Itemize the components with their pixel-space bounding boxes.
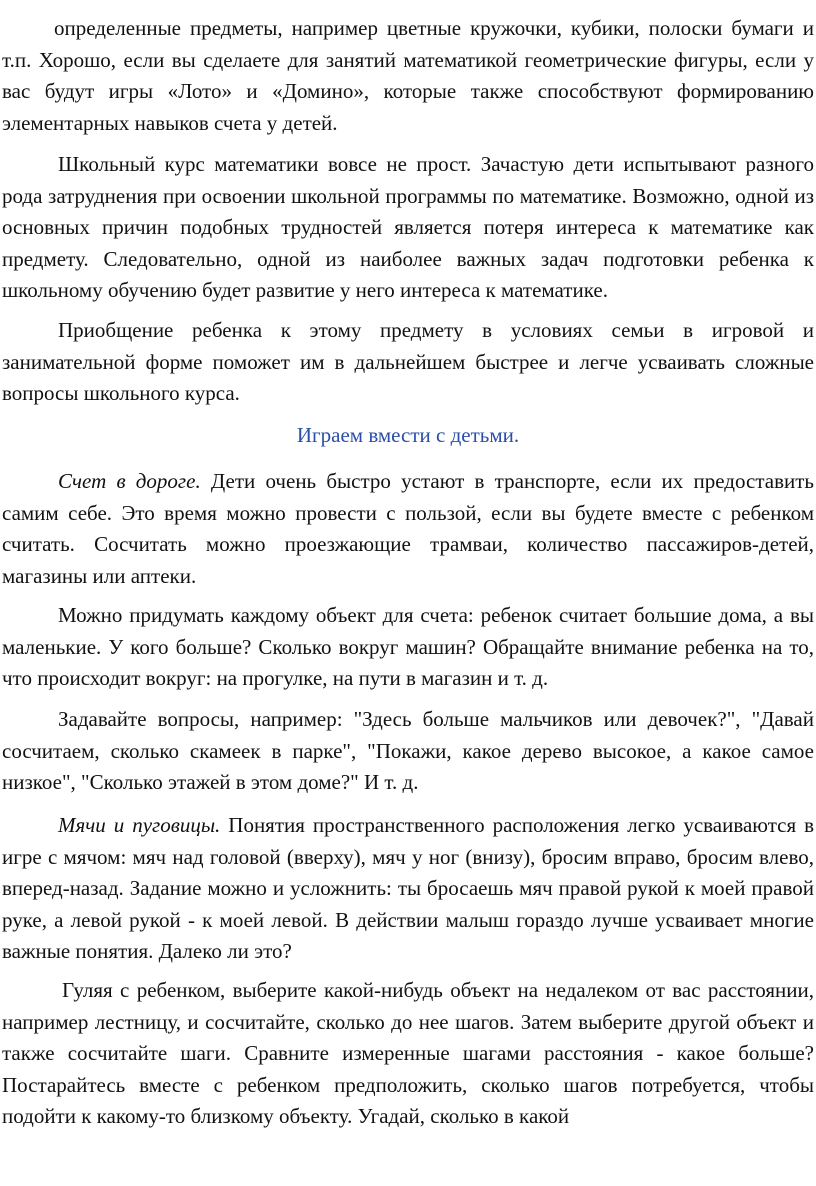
balls-and-buttons-text: Понятия пространственного расположения легко усваиваются в игре с мячом: мяч над головой (вверху), мяч у ног (внизу), бросим вправо, бросим влево, вперед-назад. Задание можно и усложнить: ты бросаешь мяч правой рукой к моей правой руке, а левой рукой - к моей левой. В действии малыш гораздо лучше усваивает многие важные понятия. Далеко ли это? — [2, 813, 814, 963]
paragraph-ask-questions: Задавайте вопросы, например: "Здесь больше мальчиков или девочек?", "Давай сосчитаем, сколько скамеек в парке", "Покажи, какое дерево высокое, а какое самое низкое", "Сколько этажей в этом доме?" И т. д. — [2, 707, 814, 794]
paragraph-family-introduction: Приобщение ребенка к этому предмету в условиях семьи в игровой и занимательной форме поможет им в дальнейшем быстрее и легче усваивать сложные вопросы школьного курса. — [2, 318, 814, 405]
paragraph-objects-to-count: Можно придумать каждому объект для счета: ребенок считает большие дома, а вы маленькие. У кого больше? Сколько вокруг машин? Обращайте внимание ребенка на то, что происходит вокруг: на прогулке, на пути в магазин и т. д. — [2, 603, 814, 690]
paragraph-objects-for-counting: определенные предметы, например цветные кружочки, кубики, полоски бумаги и т.п. Хорошо, если вы сделаете для занятий математикой геометрические фигуры, если у вас будут игры «Лото» и «Домино», которые также способствуют формированию элементарных навыков счета у детей. — [2, 16, 814, 135]
balls-and-buttons-lead: Мячи и пуговицы. — [58, 813, 221, 837]
paragraph-school-math-course: Школьный курс математики вовсе не прост. Зачастую дети испытывают разного рода затруднения при освоении школьной программы по математике. Возможно, одной из основных причин подобных трудностей является потеря интереса к математике как предмету. Следовательно, одной из наиболее важных задач подготовки ребенка к школьному обучению будет развитие у него интереса к математике. — [2, 152, 814, 302]
paragraph-counting-on-the-road — [0, 466, 816, 592]
paragraph-walking-with-child: Гуляя с ребенком, выберите какой-нибудь объект на недалеком от вас расстоянии, например лестницу, и сосчитайте, сколько до нее шагов. Затем выберите другой объект и также сосчитайте шаги. Сравните измеренные шагами расстояния - какое больше? Постарайтесь вместе с ребенком предположить, сколько шагов потребуется, чтобы подойти к какому-то близкому объекту. Угадай, сколько в какой — [2, 978, 814, 1128]
paragraph-balls-and-buttons — [0, 810, 816, 968]
counting-on-road-text: Дети очень быстро устают в транспорте, если их предоставить самим себе. Это время можно провести с пользой, если вы будете вместе с ребенком считать. Сосчитать можно проезжающие трамваи, количество пассажиров-детей, магазины или аптеки. — [2, 469, 814, 588]
section-heading-play-with-children: Играем вмести с детьми. — [296, 423, 520, 447]
counting-on-road-lead: Счет в дороге. — [58, 469, 201, 493]
